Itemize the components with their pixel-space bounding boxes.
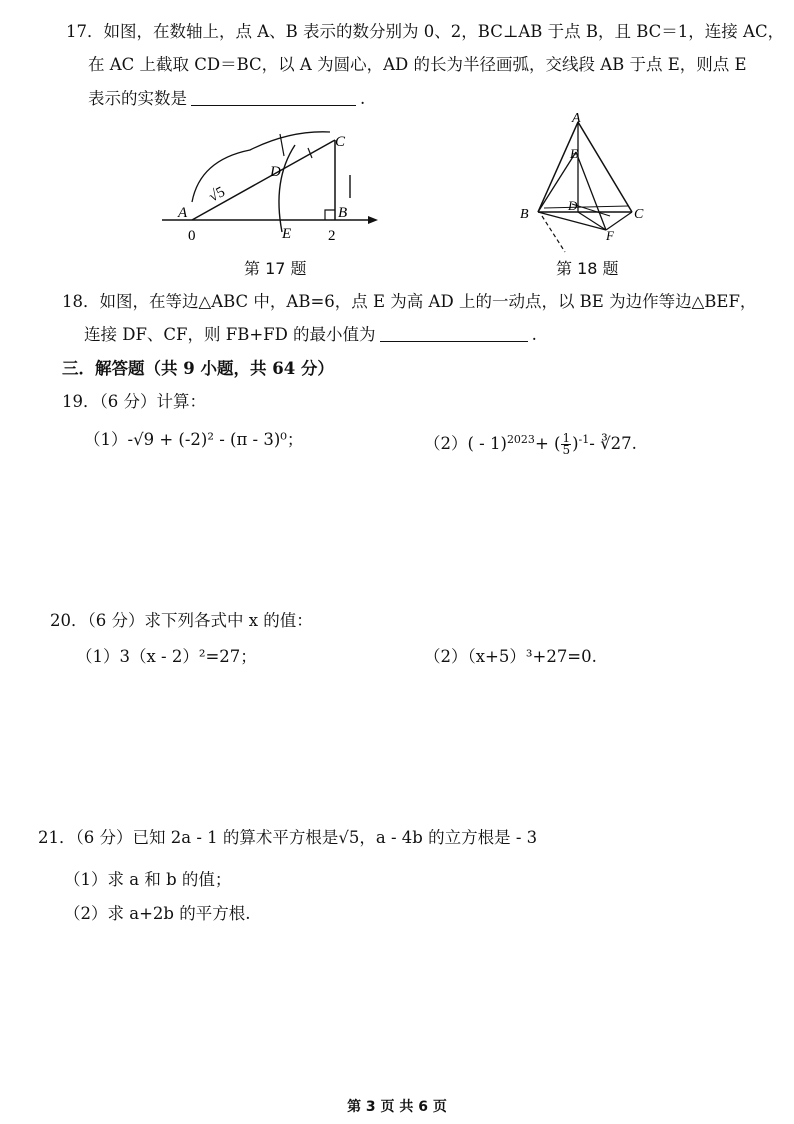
label-b: B [338,205,348,221]
label-b: B [520,207,529,222]
q18-text-2: 连接 DF、CF，则 FB+FD 的最小值为 [84,325,376,344]
q17-line1 [66,20,784,44]
q18-text-1: 如图，在等边△ABC 中，AB=6，点 E 为高 AD 上的一动点，以 BE 为边作等边△BEF， [99,292,757,311]
segment-ef [576,152,606,230]
q21-heading: 21．（6 分）已知 2a - 1 的算术平方根是√5，a - 4b 的立方根是 - 3 [38,828,538,847]
q17-figure [160,120,390,245]
q18-figure [510,112,650,262]
q18-caption: 第 18 题 [556,259,619,278]
dashed-auxiliary-line [542,216,565,252]
q17-line2: 在 AC 上截取 CD＝BC，以 A 为圆心，AD 的长为半径画弧，交线段 AB 于点 E，则点 E [88,55,747,74]
fraction-one-fifth: $\frac{1}{5}$ [562,431,571,457]
label-sqrt5: √5 [206,184,228,206]
label-a: A [572,112,581,126]
segment-bf [538,212,606,230]
q19-part1-expression: -√9 + (-2)² - (π - 3)⁰； [127,430,304,449]
q17-answer-blank[interactable] [191,89,356,106]
label-zero: 0 [188,228,196,244]
q19-heading: 19．（6 分）计算： [62,392,206,411]
right-angle-mark [325,210,335,220]
label-d: D [568,198,578,213]
segment-df [578,212,606,230]
sketch-line [544,206,628,208]
q17-text-1: 如图，在数轴上，点 A、B 表示的数分别为 0、2，BC⊥AB 于点 B，且 BC＝1，连接 AC， [103,22,785,41]
section-3-heading: 三．解答题（共 9 小题，共 64 分） [62,359,334,378]
segment-ac [192,140,335,220]
label-d: D [270,164,281,180]
segment-ac [578,122,632,212]
page-footer: 第 3 页 共 6 页 [347,1099,447,1115]
q18-line1 [62,290,756,314]
q18-answer-blank[interactable] [380,325,528,342]
q20-part1: （1）3（x - 2）²=27； [76,647,257,666]
q19-part1: （1）-√9 + (-2)² - (π - 3)⁰； [84,430,304,449]
q21-part1: （1）求 a 和 b 的值； [64,870,232,889]
q20-part2: （2）（x+5）³+27=0. [424,647,597,666]
label-two: 2 [328,228,336,244]
label-a: A [178,205,188,221]
q18-number: 18． [62,292,100,311]
q17-number: 17． [66,22,104,41]
q17-line3: 表示的实数是 . [88,89,366,108]
label-c: C [335,134,346,150]
q17-caption: 第 17 题 [244,259,307,278]
q18-line2: 连接 DF、CF，则 FB+FD 的最小值为 . [84,325,537,344]
q20-heading: 20．（6 分）求下列各式中 x 的值： [50,611,313,630]
q19-part2: （2）( - 1)$^{2023}$+ ( $\frac{1}{5}$ )$^{-1}$- ∛27. [424,431,637,457]
label-f: F [606,228,614,243]
label-e: E [570,146,578,161]
arc-de [279,145,295,232]
label-c: C [634,207,644,222]
label-e: E [282,226,292,242]
q21-part2: （2）求 a+2b 的平方根. [64,904,251,923]
q17-text-3: 表示的实数是 [88,89,187,108]
number-line-arrow [368,216,378,224]
